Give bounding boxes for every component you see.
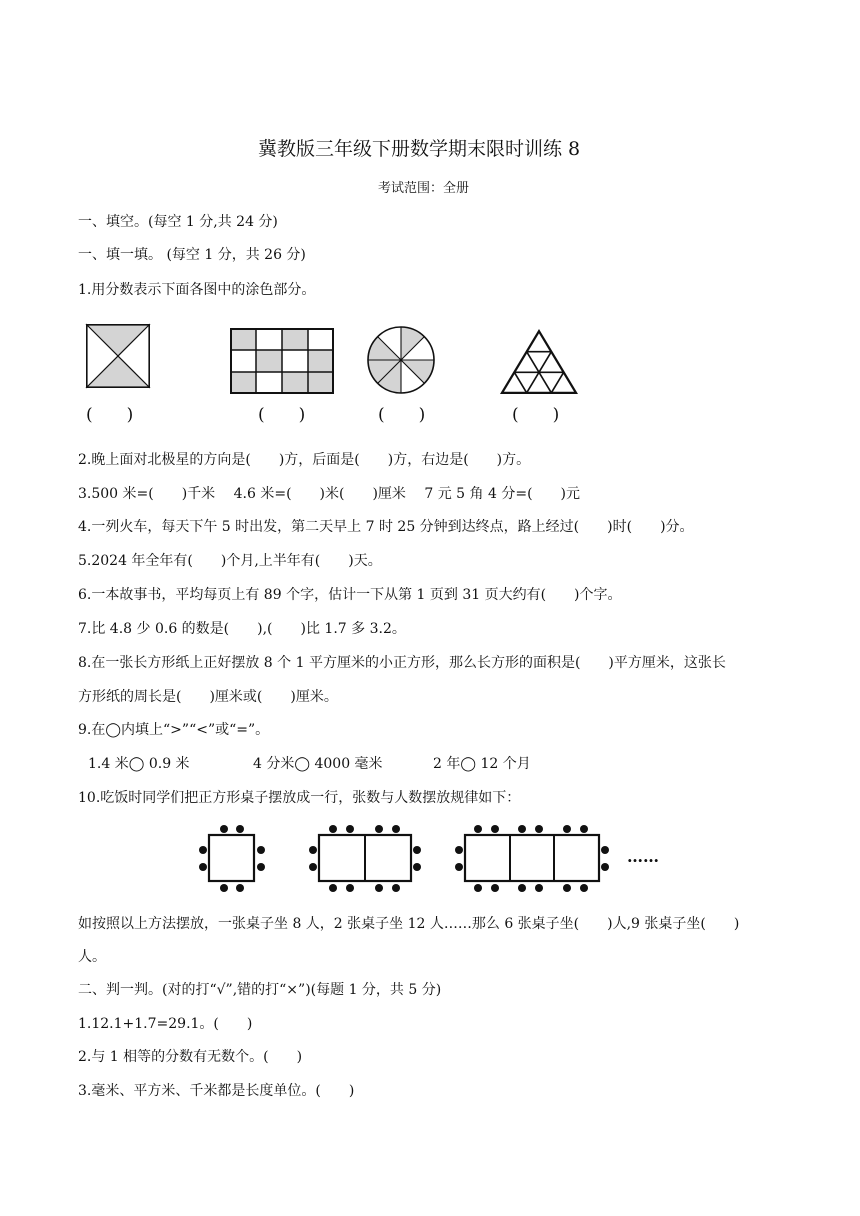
figure-three-tables bbox=[454, 824, 610, 896]
page-title: 冀教版三年级下册数学期末限时训练 8 bbox=[258, 138, 581, 160]
answer-blank-4[interactable]: ( ) bbox=[512, 405, 560, 425]
question-8-line-1: 8.在一张长方形纸上正好摆放 8 个 1 平方厘米的小正方形，那么长方形的面积是( )平方厘米，这张长 bbox=[78, 655, 726, 671]
answer-blank-2[interactable]: ( ) bbox=[258, 405, 306, 425]
section-2-heading: 二、判一判。(对的打“√”,错的打“×”)(每题 1 分，共 5 分) bbox=[78, 982, 442, 998]
figure-circle-eighths bbox=[366, 325, 436, 395]
figure-square-quarters bbox=[86, 324, 150, 388]
question-1: 1.用分数表示下面各图中的涂色部分。 bbox=[78, 282, 316, 298]
compare-item-2: 4 分米◯ 4000 毫米 bbox=[253, 756, 383, 772]
exam-scope: 考试范围：全册 bbox=[378, 181, 470, 196]
pattern-ellipsis: …… bbox=[627, 847, 659, 866]
section-1-heading-b: 一、填一填。 (每空 1 分，共 26 分) bbox=[78, 247, 306, 263]
section-1-heading-a: 一、填空。(每空 1 分,共 24 分) bbox=[78, 214, 278, 230]
question-2: 2.晚上面对北极星的方向是( )方，后面是( )方，右边是( )方。 bbox=[78, 452, 531, 468]
judge-2: 2.与 1 相等的分数有无数个。( ) bbox=[78, 1049, 303, 1065]
question-7: 7.比 4.8 少 0.6 的数是( ),( )比 1.7 多 3.2。 bbox=[78, 621, 406, 637]
question-9: 9.在◯内填上“>”“<”或“=”。 bbox=[78, 722, 270, 738]
figure-rectangle-grid bbox=[230, 328, 334, 394]
answer-blank-1[interactable]: ( ) bbox=[86, 405, 134, 425]
question-10: 10.吃饭时同学们把正方形桌子摆放成一行，张数与人数摆放规律如下： bbox=[78, 790, 521, 806]
question-10-line-2: 人。 bbox=[78, 949, 106, 965]
figure-one-table bbox=[198, 824, 268, 896]
question-6: 6.一本故事书，平均每页上有 89 个字，估计一下从第 1 页到 31 页大约有( )个字。 bbox=[78, 587, 622, 603]
question-10-line-1: 如按照以上方法摆放，一张桌子坐 8 人，2 张桌子坐 12 人……那么 6 张桌子坐( )人,9 张桌子坐( ) bbox=[78, 916, 740, 932]
answer-blank-3[interactable]: ( ) bbox=[378, 405, 426, 425]
question-5: 5.2024 年全年有( )个月,上半年有( )天。 bbox=[78, 553, 382, 569]
question-4: 4.一列火车，每天下午 5 时出发，第二天早上 7 时 25 分钟到达终点，路上经过( )时( )分。 bbox=[78, 519, 694, 535]
figure-two-tables bbox=[308, 824, 422, 896]
judge-1: 1.12.1+1.7=29.1。( ) bbox=[78, 1016, 253, 1032]
question-3: 3.500 米=( )千米 4.6 米=( )米( )厘米 7 元 5 角 4 分=( )元 bbox=[78, 486, 581, 502]
compare-item-3: 2 年◯ 12 个月 bbox=[433, 756, 531, 772]
judge-3: 3.毫米、平方米、千米都是长度单位。( ) bbox=[78, 1083, 355, 1099]
question-8-line-2: 方形纸的周长是( )厘米或( )厘米。 bbox=[78, 689, 338, 705]
figure-triangle-ninths bbox=[502, 331, 576, 393]
compare-item-1: 1.4 米◯ 0.9 米 bbox=[88, 756, 190, 772]
